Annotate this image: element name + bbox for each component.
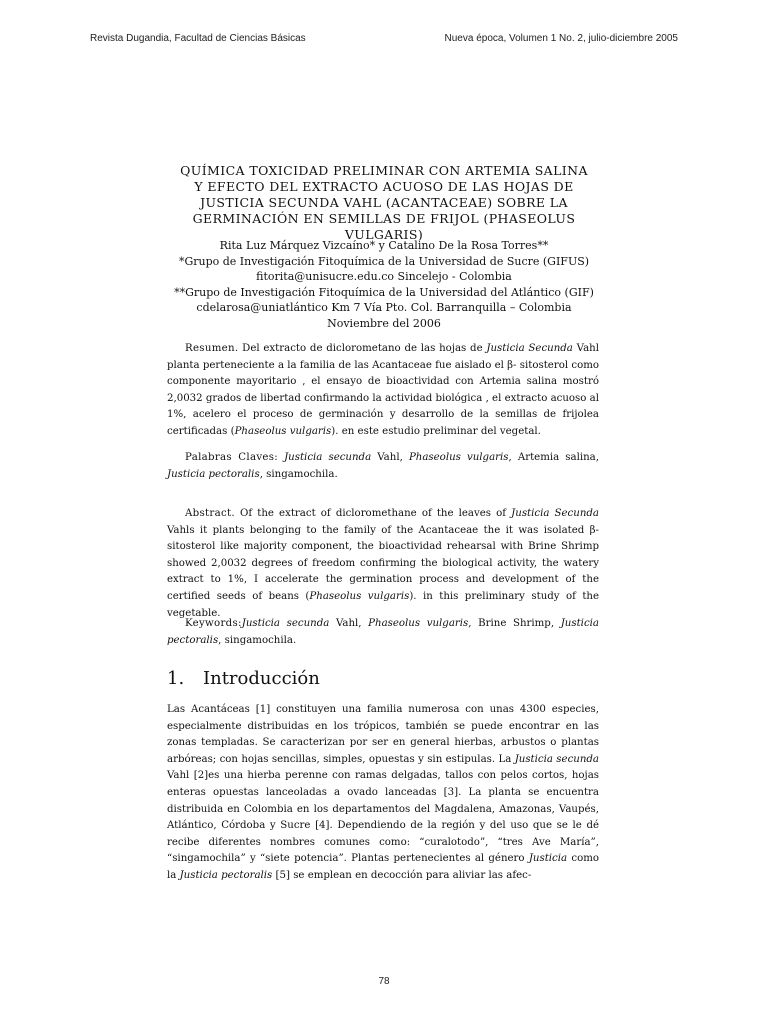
title-line: VULGARIS) xyxy=(344,227,424,242)
resumen-text: Vahl planta perteneciente a la familia de las Acantaceae fue aislado el β- sitosterol como componente mayoritario , el ensayo de bioactividad con Artemia salina mostró 2,0032 grados de libertad confirmando la actividad biológica , el extracto acuoso al 1%, acelero el proceso de germinación y desarrollo de la semillas de frijolea certificadas ( xyxy=(167,343,599,437)
species-name: Phaseolus vulgaris xyxy=(309,590,410,602)
species-name: Justicia Secunda xyxy=(511,508,599,519)
email-2: cdelarosa@uniatlántico Km 7 Vía Pto. Col. Barranquilla – Colombia xyxy=(196,301,572,314)
intro-text: como la xyxy=(167,853,599,881)
intro-text: Las Acantáceas [1] constituyen una familia numerosa con unas 4300 especies, especialmente distribuidas en los trópicos, también se puede encontrar en las zonas templadas. Se caracterizan por ser en general hierbas, arbustos o plantas arbóreas; con hojas sencillas, simples, opuestas y sin estipulas. La xyxy=(167,704,599,765)
species-name: Justicia pectoralis xyxy=(179,869,273,881)
keyword-text: , Artemia salina, xyxy=(508,452,599,463)
abstract-label: Abstract. xyxy=(185,508,235,519)
author-names: Rita Luz Márquez Vizcaíno* y Catalino De la Rosa Torres** xyxy=(219,239,549,252)
publication-date: Noviembre del 2006 xyxy=(327,316,441,330)
author-block xyxy=(150,238,618,331)
abstract-text: ). in this preliminary study of the vegetable. xyxy=(167,590,599,619)
introduction-paragraph xyxy=(167,702,599,885)
abstract-text: Vahls it plants belonging to the family of the Acantaceae the it was isolated β- sitosterol like majority component, the bioactividad rehearsal with Brine Shrimp showed 2,0032 degrees of freedom confirming the biological activity, the watery extract to 1%, I accelerate the germination process and development of the certified seeds of beans ( xyxy=(167,524,599,602)
species-name: Phaseolus vulgaris xyxy=(234,425,332,437)
resumen-text: ). en este estudio preliminar del vegetal. xyxy=(331,425,541,437)
keyword-text: , singamochila. xyxy=(259,468,338,480)
keywords-label: Keywords: xyxy=(185,618,242,629)
page-number: 78 xyxy=(378,976,390,987)
species-name: Phaseolus vulgaris xyxy=(368,618,469,629)
species-name: Phaseolus vulgaris xyxy=(408,452,509,463)
keyword-text: Vahl, xyxy=(335,618,362,629)
resumen-label: Resumen. xyxy=(185,343,239,354)
species-name: Justicia secunda xyxy=(514,753,599,765)
keyword-text: , Brine Shrimp, xyxy=(468,618,555,629)
section-title: Introducción xyxy=(203,668,320,689)
resumen-text: Del extracto de diclorometano de las hojas de xyxy=(242,343,483,354)
keyword-text: Vahl, xyxy=(377,452,403,463)
abstract-paragraph xyxy=(167,506,599,622)
species-name: Justicia Secunda xyxy=(486,343,573,354)
intro-text: [5] se emplean en decocción para aliviar las afec- xyxy=(275,869,532,881)
species-name: Justicia pectoralis xyxy=(167,618,599,646)
issue-info: Nueva época, Volumen 1 No. 2, julio-diciembre 2005 xyxy=(444,33,678,44)
section-number: 1. xyxy=(167,668,185,689)
keyword-text: , singamochila. xyxy=(218,634,297,646)
section-heading xyxy=(167,668,320,689)
title-line: GERMINACIÓN EN SEMILLAS DE FRIJOL (PHASEOLUS xyxy=(192,211,576,226)
email-1: fitorita@unisucre.edu.co Sincelejo - Colombia xyxy=(256,270,512,283)
species-name: Justicia secunda xyxy=(284,452,372,463)
title-line: JUSTICIA SECUNDA VAHL (ACANTACEAE) SOBRE LA xyxy=(200,195,568,210)
intro-text: Vahl [2]es una hierba perenne con ramas delgadas, tallos con pelos cortos, hojas enteras opuestas lanceoladas a ovado lanceadas [3]. La planta se encuentra distribuida en Colombia en los departamentos del Magdalena, Amazonas, Vaupés, Atlántico, Córdoba y Sucre [4]. Dependiendo de la región y del uso que se le dé recibe diferentes nombres comunes como: “curalotodo”, “tres Ave María”, “singamochila” y “siete potencia”. Plantas pertenecientes al género xyxy=(167,770,599,865)
journal-name: Revista Dugandia, Facultad de Ciencias Básicas xyxy=(90,33,306,44)
species-name: Justicia pectoralis xyxy=(167,468,260,480)
affiliation-1: *Grupo de Investigación Fitoquímica de la Universidad de Sucre (GIFUS) xyxy=(178,254,590,268)
running-header xyxy=(90,33,678,44)
abstract-text: Of the extract of dicloromethane of the leaves of xyxy=(240,508,507,519)
title-line: Y EFECTO DEL EXTRACTO ACUOSO DE LAS HOJAS DE xyxy=(194,179,574,194)
species-name: Justicia secunda xyxy=(241,618,330,629)
paper-title xyxy=(160,163,608,243)
resumen-paragraph xyxy=(167,341,599,441)
species-name: Justicia xyxy=(528,853,568,865)
title-line: QUÍMICA TOXICIDAD PRELIMINAR CON ARTEMIA SALINA xyxy=(180,163,588,178)
palabras-label: Palabras Claves: xyxy=(185,452,278,463)
palabras-claves-paragraph xyxy=(167,450,599,483)
keywords-paragraph xyxy=(167,616,599,649)
affiliation-2: **Grupo de Investigación Fitoquímica de la Universidad del Atlántico (GIF) xyxy=(174,285,594,299)
